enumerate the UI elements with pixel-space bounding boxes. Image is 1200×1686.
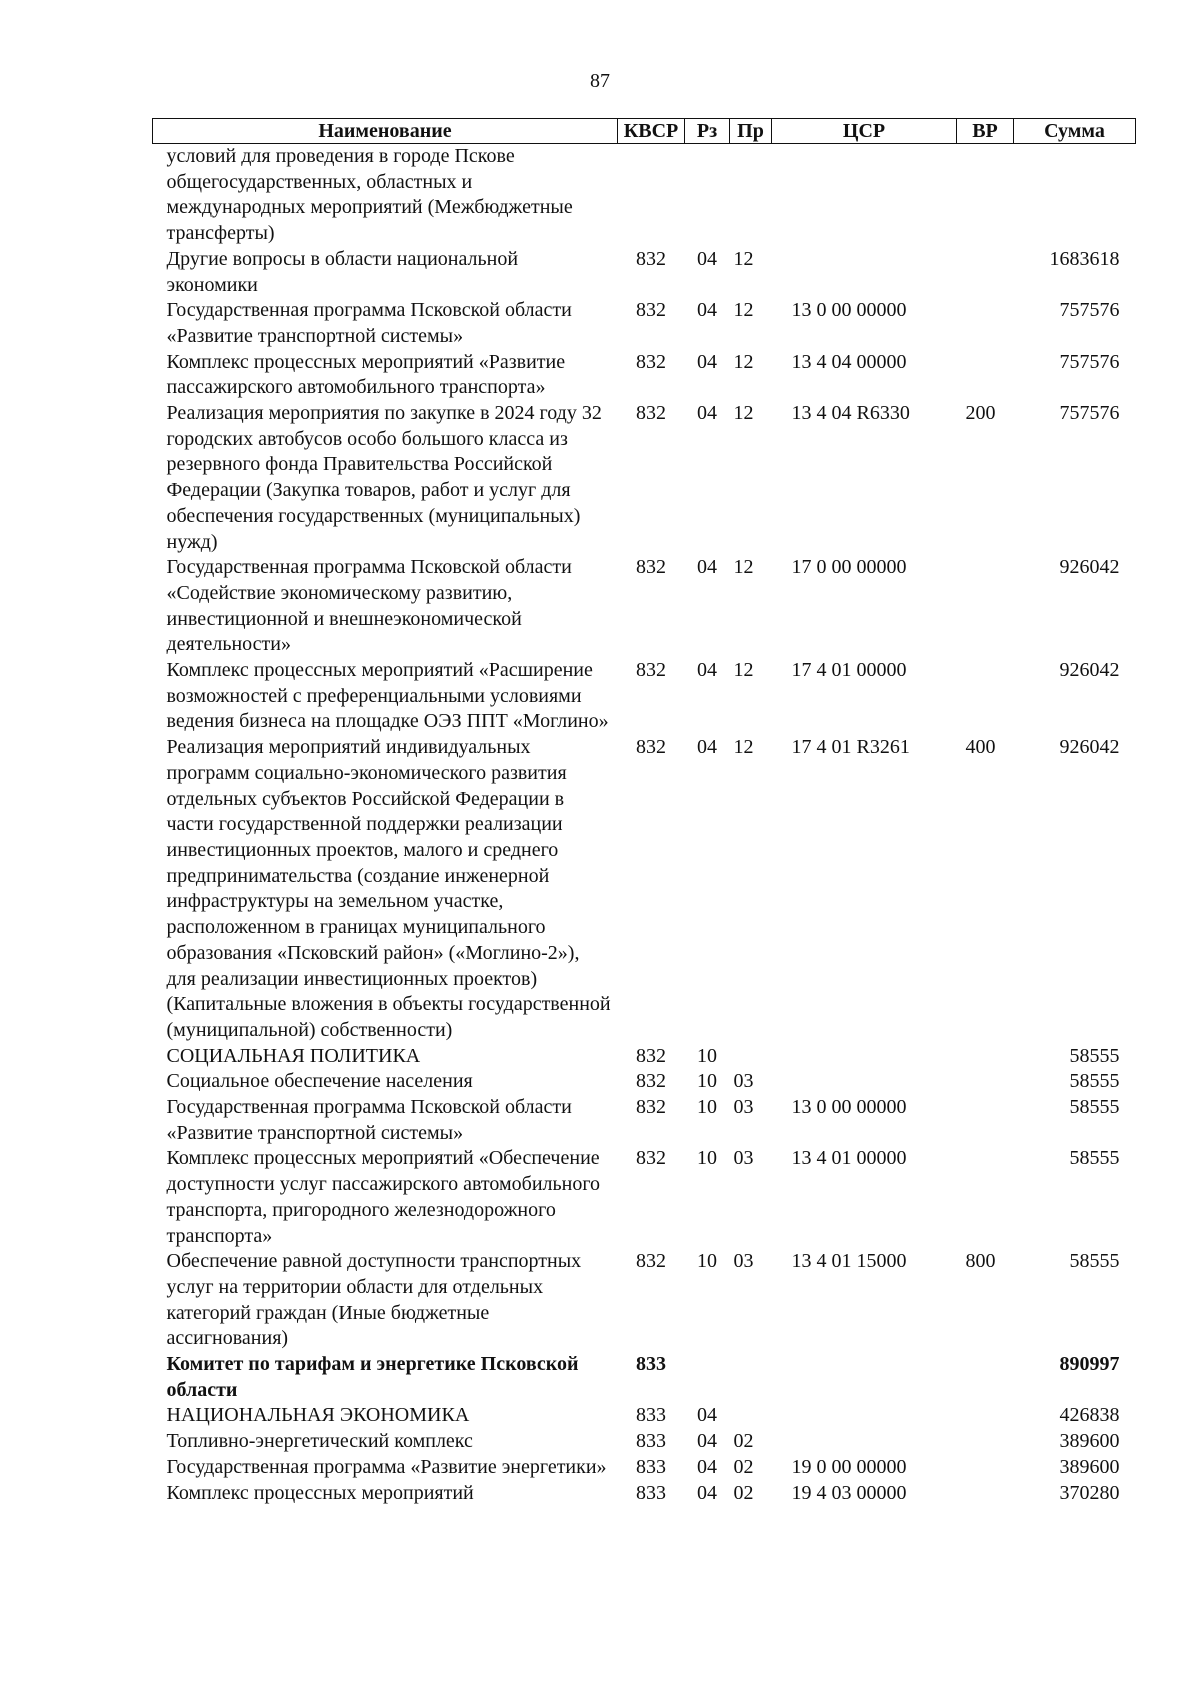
cell-pr: 12 [733,556,754,579]
table-row [153,144,1136,247]
cell-kvsr: 832 [636,556,666,579]
cell-kvsr: 832 [636,299,666,322]
cell-rz: 10 [697,1250,717,1273]
cell-vr [957,1403,1014,1429]
table-row [153,1146,1136,1249]
cell-rz: 04 [697,402,717,425]
cell-csr: 13 4 01 00000 [791,1147,907,1170]
table-row [153,1403,1136,1429]
table-row [153,401,1136,555]
budget-table [152,118,1136,1506]
table-row [153,1481,1136,1507]
cell-kvsr: 832 [636,402,666,425]
cell-sum: 757576 [1059,402,1120,425]
cell-vr [957,1352,1014,1403]
cell-kvsr: 833 [636,1430,666,1453]
cell-sum: 389600 [1059,1430,1120,1453]
cell-pr: 03 [733,1070,754,1093]
cell-pr [730,1044,772,1070]
cell-pr: 02 [733,1481,754,1504]
cell-kvsr: 833 [636,1353,666,1376]
table-row-committee [153,1352,1136,1403]
cell-rz: 10 [697,1147,717,1170]
cell-sum: 926042 [1059,556,1120,579]
cell-kvsr: 832 [636,1044,666,1067]
cell-pr: 03 [733,1096,754,1119]
cell-kvsr [618,144,685,247]
cell-sum [1014,144,1136,247]
table-body [153,144,1136,1507]
cell-pr [730,1352,772,1403]
cell-pr: 03 [733,1147,754,1170]
cell-vr: 200 [965,402,996,425]
cell-kvsr: 832 [636,736,666,759]
cell-pr: 02 [733,1430,754,1453]
cell-sum: 370280 [1059,1481,1120,1504]
cell-sum: 757576 [1059,350,1120,373]
cell-vr [957,350,1014,401]
cell-name: Социальное обеспечение населения [166,1070,473,1093]
cell-vr [957,1455,1014,1481]
cell-vr [957,1146,1014,1249]
table-row [153,1095,1136,1146]
cell-vr [957,1429,1014,1455]
cell-vr [957,1481,1014,1507]
cell-rz: 04 [697,299,717,322]
cell-sum: 1683618 [1049,247,1120,270]
cell-name: Государственная программа «Развитие энергетики» [166,1455,607,1478]
table-row [153,555,1136,658]
cell-sum: 389600 [1059,1455,1120,1478]
header-sum: Сумма [1014,119,1136,144]
cell-sum: 926042 [1059,736,1120,759]
cell-vr [957,658,1014,735]
cell-csr [772,1069,957,1095]
cell-kvsr: 832 [636,247,666,270]
cell-rz: 04 [697,1481,717,1504]
cell-sum: 58555 [1069,1044,1120,1067]
table-row [153,735,1136,1043]
cell-csr: 17 4 01 00000 [791,659,907,682]
header-kvsr: КВСР [618,119,685,144]
cell-sum: 890997 [1059,1353,1120,1376]
cell-rz: 04 [697,659,717,682]
cell-name: Государственная программа Псковской области «Развитие транспортной системы» [166,1096,572,1144]
cell-vr: 400 [965,736,996,759]
cell-csr [772,1429,957,1455]
cell-vr [957,1044,1014,1070]
cell-sum: 58555 [1069,1147,1120,1170]
cell-rz: 10 [697,1070,717,1093]
cell-csr: 19 4 03 00000 [791,1481,907,1504]
cell-csr [772,144,957,247]
cell-name: НАЦИОНАЛЬНАЯ ЭКОНОМИКА [166,1404,470,1427]
cell-kvsr: 832 [636,1147,666,1170]
table-row [153,1249,1136,1352]
table-row [153,1044,1136,1070]
cell-vr [957,144,1014,247]
table-row [153,247,1136,298]
cell-sum: 58555 [1069,1250,1120,1273]
cell-kvsr: 832 [636,350,666,373]
cell-csr [772,1403,957,1429]
header-rz: Рз [685,119,730,144]
cell-rz: 04 [697,247,717,270]
cell-sum: 58555 [1069,1070,1120,1093]
table-header-row [153,119,1136,144]
header-csr: ЦСР [772,119,957,144]
cell-rz: 04 [697,736,717,759]
cell-rz: 10 [697,1096,717,1119]
cell-csr [772,1352,957,1403]
cell-csr: 13 4 04 00000 [791,350,907,373]
cell-vr [957,1095,1014,1146]
cell-vr [957,555,1014,658]
cell-pr [730,144,772,247]
cell-rz: 04 [697,1430,717,1453]
cell-rz: 04 [697,1455,717,1478]
cell-kvsr: 832 [636,659,666,682]
cell-vr: 800 [965,1250,996,1273]
table-row [153,1429,1136,1455]
cell-pr: 02 [733,1455,754,1478]
cell-pr: 12 [733,247,754,270]
cell-kvsr: 832 [636,1096,666,1119]
table-row [153,298,1136,349]
cell-pr: 12 [733,350,754,373]
cell-csr: 13 0 00 00000 [791,1096,907,1119]
cell-csr: 17 4 01 R3261 [791,736,910,759]
cell-name: Топливно-энергетический комплекс [166,1430,473,1453]
cell-name: Комплекс процессных мероприятий «Развитие пассажирского автомобильного транспорта» [166,350,566,399]
cell-kvsr: 832 [636,1250,666,1273]
cell-pr: 12 [733,402,754,425]
cell-csr: 13 4 01 15000 [791,1250,907,1273]
cell-name: Другие вопросы в области национальной экономики [166,247,519,296]
cell-rz: 04 [697,1404,717,1427]
cell-name: Обеспечение равной доступности транспортных услуг на территории области для отдельных категорий граждан (Иные бюджетные ассигнования) [166,1250,582,1350]
cell-name: Государственная программа Псковской области «Содействие экономическому развитию, инвестиционной и внешнеэкономической деятельности» [166,556,572,656]
cell-rz: 10 [697,1044,717,1067]
cell-pr [730,1403,772,1429]
cell-sum: 426838 [1059,1404,1120,1427]
cell-name: Комитет по тарифам и энергетике Псковской области [166,1353,579,1401]
cell-rz [685,144,730,247]
cell-rz [685,1352,730,1403]
cell-rz: 04 [697,350,717,373]
cell-rz: 04 [697,556,717,579]
table-row [153,1455,1136,1481]
cell-name: Комплекс процессных мероприятий «Обеспечение доступности услуг пассажирского автомобильного транспорта, пригородного железнодорожного транспорта» [166,1147,601,1247]
cell-kvsr: 833 [636,1481,666,1504]
cell-name: Реализация мероприятия по закупке в 2024 году 32 городских автобусов особо большого класса из резервного фонда Правительства Российской Федерации (Закупка товаров, работ и услуг для обеспечения государственных (муниципальных) нужд) [166,402,602,553]
header-vr: ВР [957,119,1014,144]
cell-kvsr: 833 [636,1455,666,1478]
cell-csr [772,247,957,298]
cell-csr: 13 0 00 00000 [791,299,907,322]
table-row [153,1069,1136,1095]
page-number: 87 [590,70,610,92]
cell-name: условий для проведения в городе Пскове общегосударственных, областных и международных мероприятий (Межбюджетные трансферты) [166,145,573,245]
cell-kvsr: 832 [636,1070,666,1093]
cell-name: Государственная программа Псковской области «Развитие транспортной системы» [166,299,572,347]
cell-pr: 12 [733,299,754,322]
cell-vr [957,298,1014,349]
table-row [153,658,1136,735]
cell-sum: 58555 [1069,1096,1120,1119]
cell-csr [772,1044,957,1070]
cell-vr [957,1069,1014,1095]
cell-name: Комплекс процессных мероприятий «Расширение возможностей с преференциальными условиями ведения бизнеса на площадке ОЭЗ ППТ «Моглино» [166,659,609,733]
cell-csr: 19 0 00 00000 [791,1455,907,1478]
cell-sum: 926042 [1059,659,1120,682]
cell-pr: 12 [733,736,754,759]
cell-name: Реализация мероприятий индивидуальных программ социально-экономического развития отдельных субъектов Российской Федерации в части государственной поддержки реализации инвестиционных проектов, малого и среднего предпринимательства (создание инженерной инфраструктуры на земельном участке, расположенном в границах муниципального образования «Псковский район» («Моглино-2»), для реализации инвестиционных проектов) (Капитальные вложения в объекты государственной (муниципальной) собственности) [166,736,611,1041]
header-pr: Пр [730,119,772,144]
cell-pr: 03 [733,1250,754,1273]
cell-kvsr: 833 [636,1404,666,1427]
cell-csr: 13 4 04 R6330 [791,402,910,425]
cell-name: Комплекс процессных мероприятий [166,1481,474,1504]
table-row [153,350,1136,401]
cell-sum: 757576 [1059,299,1120,322]
cell-name: СОЦИАЛЬНАЯ ПОЛИТИКА [166,1044,421,1067]
cell-vr [957,247,1014,298]
cell-csr: 17 0 00 00000 [791,556,907,579]
header-name: Наименование [153,119,618,144]
cell-pr: 12 [733,659,754,682]
